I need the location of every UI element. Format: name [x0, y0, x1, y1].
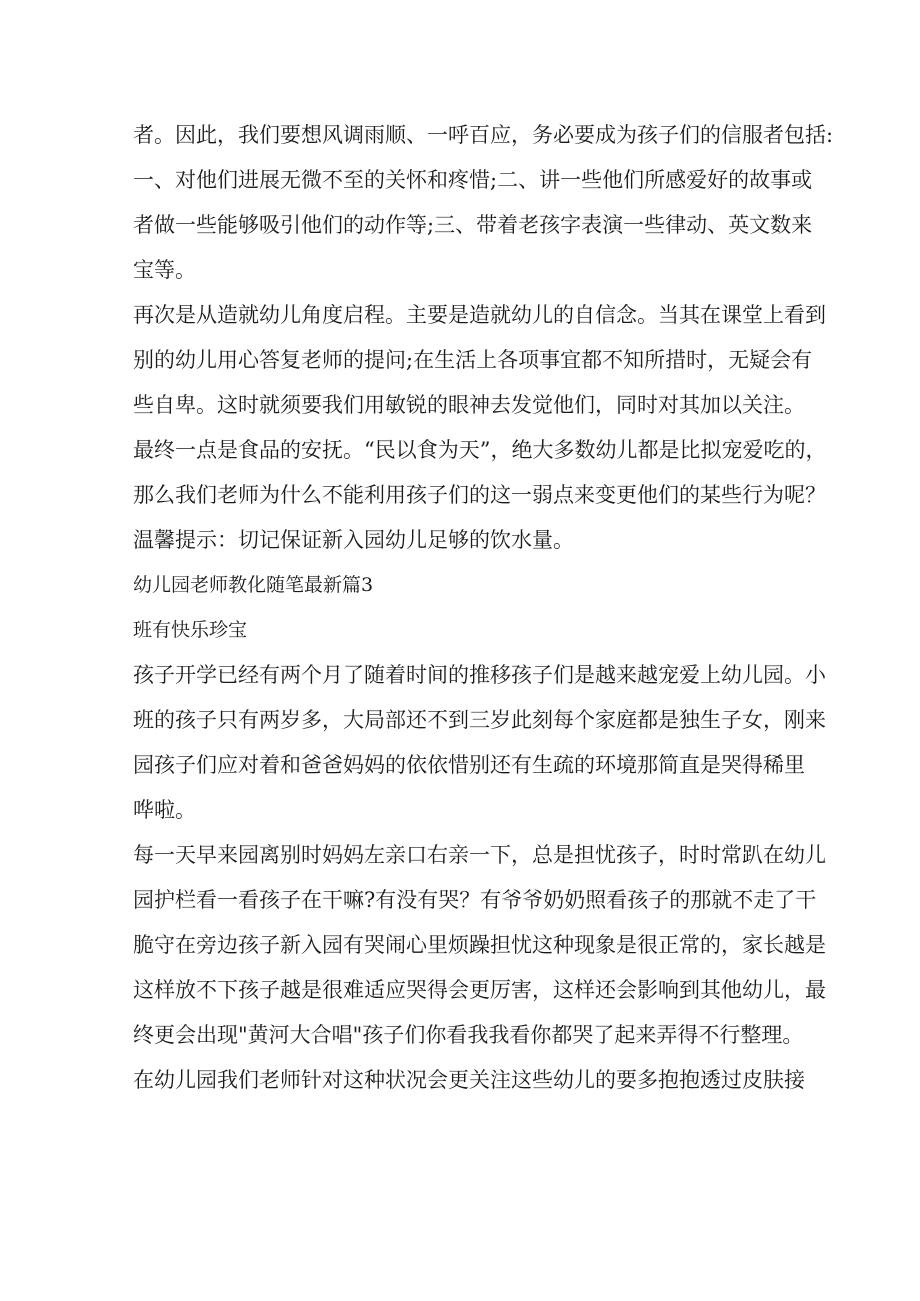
text-line: 这样放不下孩子越是很难适应哭得会更厉害，这样还会影响到其他幼儿，最 [133, 978, 826, 1002]
text-line: 最终一点是食品的安抚。“民以食为天”，绝大多数幼儿都是比拟宠爱吃的， [133, 438, 827, 462]
text-line: 孩子开学已经有两个月了随着时间的推移孩子们是越来越宠爱上幼儿园。小 [133, 663, 826, 687]
text-line: 者。因此，我们要想风调雨顺、一呼百应，务必要成为孩子们的信服者包括: [133, 123, 834, 147]
text-line: 班的孩子只有两岁多，大局部还不到三岁此刻每个家庭都是独生子女，刚来 [133, 708, 826, 732]
text-line: 再次是从造就幼儿角度启程。主要是造就幼儿的自信念。当其在课堂上看到 [133, 303, 826, 327]
text-line: 脆守在旁边孩子新入园有哭闹心里烦躁担忧这种现象是很正常的，家长越是 [133, 933, 826, 957]
text-line: 宝等。 [133, 258, 196, 282]
text-line: 终更会出现"黄河大合唱"孩子们你看我我看你都哭了起来弄得不行整理。 [133, 1023, 804, 1047]
text-line: 温馨提示：切记保证新入园幼儿足够的饮水量。 [133, 528, 574, 552]
text-line: 别的幼儿用心答复老师的提问;在生活上各项事宜都不知所措时，无疑会有 [133, 348, 813, 372]
text-line: 一、对他们进展无微不至的关怀和疼惜;二、讲一些他们所感爱好的故事或 [133, 168, 813, 192]
text-line: 每一天早来园离别时妈妈左亲口右亲一下，总是担忧孩子，时时常趴在幼儿 [133, 843, 826, 867]
subsection-heading: 班有快乐珍宝 [133, 619, 248, 641]
text-line: 园孩子们应对着和爸爸妈妈的依依惜别还有生疏的环境那简直是哭得稀里 [133, 753, 805, 777]
text-line: 在幼儿园我们老师针对这种状况会更关注这些幼儿的要多抱抱透过皮肤接 [133, 1068, 805, 1092]
text-line: 园护栏看一看孩子在干嘛?有没有哭？有爷爷奶奶照看孩子的那就不走了干 [133, 888, 817, 912]
document-body [133, 113, 834, 1103]
text-line: 那么我们老师为什么不能利用孩子们的这一弱点来变更他们的某些行为呢？ [133, 483, 826, 507]
text-line: 者做一些能够吸引他们的动作等;三、带着老孩字表演一些律动、英文数来 [133, 213, 813, 237]
section-heading: 幼儿园老师教化随笔最新篇3 [133, 574, 374, 596]
text-line: 哗啦。 [133, 798, 196, 822]
text-line: 些自卑。这时就须要我们用敏锐的眼神去发觉他们，同时对其加以关注。 [133, 393, 805, 417]
